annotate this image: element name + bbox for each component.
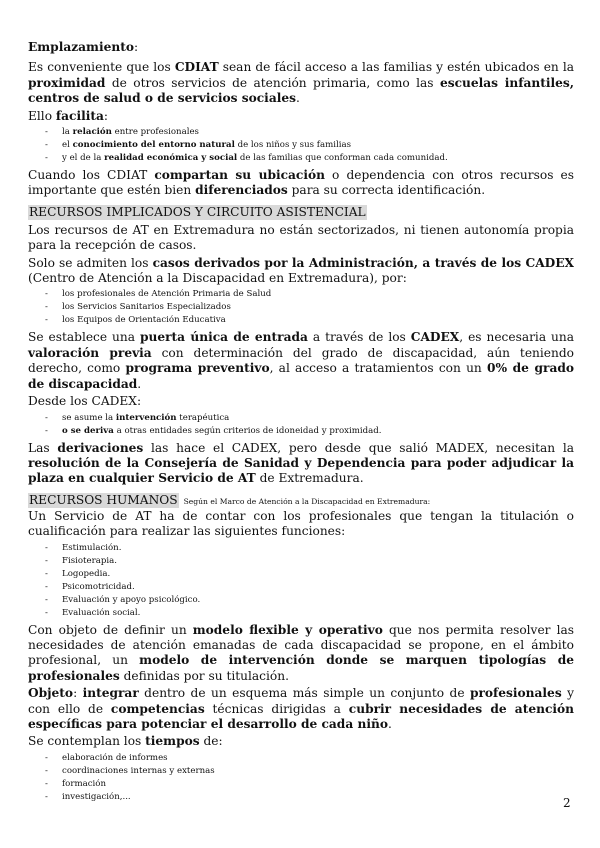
recursos-paragraph-2: Solo se admiten los casos derivados por la Administración, a través de los CADEX (Centro de Atención a la Discapacidad en Extremadura), por:	[28, 255, 574, 286]
list-item: - y el de la realidad económica y social de las familias que conforman cada comunidad.	[28, 152, 574, 165]
list-item: - la relación entre profesionales	[28, 126, 574, 139]
bold-text: CDIAT	[174, 60, 219, 75]
emplazamiento-heading: Emplazamiento:	[28, 40, 139, 54]
tiempos-list	[28, 752, 574, 804]
list-item: - Fisioterapia.	[28, 555, 574, 568]
recursos-humanos-heading: RECURSOS HUMANOS	[29, 492, 178, 507]
list-item: - Evaluación social.	[28, 607, 574, 620]
bold-text: compartan su ubicación	[154, 168, 325, 183]
bold-text: proximidad	[28, 75, 106, 90]
bold-text: CADEX	[410, 330, 460, 345]
list-item: - elaboración de informes	[28, 752, 574, 765]
document-page	[28, 40, 574, 807]
list-item: - coordinaciones internas y externas	[28, 765, 574, 778]
list-item: - los Servicios Sanitarios Especializados	[28, 301, 574, 314]
list-item: - Estimulación.	[28, 542, 574, 555]
bold-text: tiempos	[145, 734, 200, 749]
recursos-humanos-heading-row	[28, 489, 574, 508]
bold-text: modelo flexible y operativo	[192, 622, 383, 637]
emplazamiento-paragraph-2: Cuando los CDIAT compartan su ubicación o dependencia con otros recursos es importante que estén bien diferenciados para su correcta identificación.	[28, 168, 574, 198]
recursos-humanos-note: Según el Marco de Atención a la Discapacidad en Extremadura:	[183, 496, 431, 506]
cadex-actions-list	[28, 412, 574, 438]
bold-text: valoración previa	[28, 345, 152, 360]
recursos-paragraph-5: Las derivaciones las hace el CADEX, pero desde que salió MADEX, necesitan la resolución de la Consejería de Sanidad y Dependencia para poder adjudicar la plaza en cualquier Servicio de AT de Extremadura.	[28, 440, 574, 486]
bold-text: derivaciones	[57, 440, 144, 455]
bold-text: diferenciados	[195, 183, 288, 198]
list-item: - se asume la intervención terapéutica	[28, 412, 574, 425]
humanos-paragraph-4: Se contemplan los tiempos de:	[28, 734, 223, 749]
bold-text: o se deriva	[62, 425, 114, 436]
humanos-paragraph-2: Con objeto de definir un modelo flexible y operativo que nos permita resolver las necesidades de atención emanadas de cada discapacidad se propone, en el ámbito profesional, un modelo de intervención donde se marquen tipologías de profesionales definidas por su titulación.	[28, 622, 574, 683]
bold-text: integrar	[82, 686, 139, 701]
bold-text: competencias	[110, 701, 205, 716]
bold-text: profesionales	[469, 686, 562, 701]
bold-text: escuelas infantiles, centros de salud o de servicios sociales	[28, 75, 575, 106]
list-item: - o se deriva a otras entidades según criterios de idoneidad y proximidad.	[28, 425, 574, 438]
recursos-paragraph-4: Desde los CADEX:	[28, 394, 142, 409]
list-item: - los Equipos de Orientación Educativa	[28, 314, 574, 327]
bold-text: realidad económica y social	[104, 153, 238, 164]
bold-text: Objeto	[28, 686, 74, 701]
facilita-list	[28, 126, 574, 165]
emplazamiento-paragraph-1: Es conveniente que los CDIAT sean de fácil acceso a las familias y estén ubicados en la proximidad de otros servicios de atención primaria, como las escuelas infantiles, centros de salud o de servicios sociales.	[28, 60, 575, 106]
humanos-paragraph-1: Un Servicio de AT ha de contar con los profesionales que tengan la titulación o cualificación para realizar las siguientes funciones:	[28, 508, 574, 539]
bold-text: cubrir necesidades de atención específicas para potenciar el desarrollo de cada niño	[28, 701, 574, 731]
list-item: - el conocimiento del entorno natural de los niños y sus familias	[28, 139, 574, 152]
bold-text: 0% de grado de discapacidad	[28, 361, 574, 391]
list-item: - Psicomotricidad.	[28, 581, 574, 594]
bold-text: intervención	[115, 412, 177, 423]
list-item: - investigación,...	[28, 791, 574, 804]
list-item: - formación	[28, 778, 574, 791]
funciones-list	[28, 542, 574, 620]
ello-facilita-line: Ello facilita:	[28, 108, 108, 123]
recursos-paragraph-3: Se establece una puerta única de entrada a través de los CADEX, es necesaria una valoración previa con determinación del grado de discapacidad, aún teniendo derecho, como programa preventivo, al acceso a tratamientos con un 0% de grado de discapacidad.	[28, 330, 575, 391]
bold-text: modelo de intervención donde se marquen tipologías de profesionales	[28, 653, 574, 683]
bold-text: facilita	[55, 108, 104, 123]
bold-text: programa preventivo	[125, 361, 270, 376]
bold-text: puerta única de entrada	[139, 330, 308, 345]
list-item: - Logopedia.	[28, 568, 574, 581]
recursos-paragraph-1: Los recursos de AT en Extremadura no están sectorizados, ni tienen autonomía propia para la recepción de casos.	[28, 222, 574, 253]
list-item: - Evaluación y apoyo psicológico.	[28, 594, 574, 607]
humanos-paragraph-3: Objeto: integrar dentro de un esquema más simple un conjunto de profesionales y con ello de competencias técnicas dirigidas a cubrir necesidades de atención específicas para potenciar el desarrollo de cada niño.	[28, 686, 575, 731]
derivacion-sources-list	[28, 288, 574, 327]
bold-text: relación	[72, 127, 112, 138]
recursos-implicados-heading: RECURSOS IMPLICADOS Y CIRCUITO ASISTENCIAL	[29, 204, 366, 219]
bold-text: resolución de la Consejería de Sanidad y Dependencia para poder adjudicar la plaza en cualquier Servicio de AT	[28, 455, 574, 486]
bold-text: conocimiento del entorno natural	[72, 140, 235, 151]
bold-text: casos derivados por la Administración, a través de los CADEX	[152, 255, 574, 270]
page-number: 2	[563, 796, 571, 810]
list-item: - los profesionales de Atención Primaria de Salud	[28, 288, 574, 301]
